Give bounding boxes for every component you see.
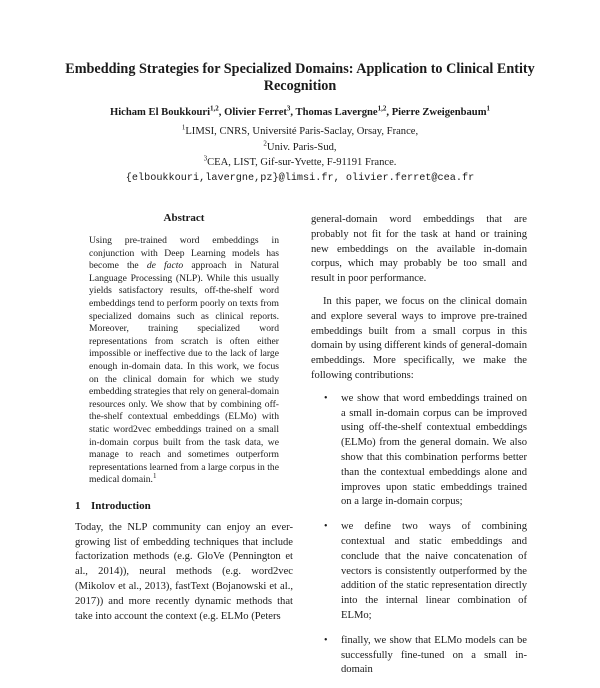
author-name: Pierre Zweigenbaum [391,107,487,118]
bullet-icon: • [324,634,328,646]
affiliation-mark: 3 [203,154,208,163]
affiliations [40,124,560,186]
author-name: Thomas Lavergne [295,107,378,118]
list-item [311,520,527,624]
author-list: Hicham El Boukkouri$^{1,2}$, Olivier Ferret$^3$, Thomas Lavergne$^{1,2}$, Pierre Zweigenbaum$^1$ [109,104,491,118]
author-affiliation-mark: 3 [286,104,291,113]
abstract-text [89,235,279,487]
affiliation-text: LIMSI, CNRS, Université Paris-Saclay, Orsay, France, [185,126,419,137]
list-item-text: finally, we show that ELMo models can be successfully fine-tuned on a small in-domain [341,634,527,676]
author-affiliation-mark: 1 [486,104,491,113]
affiliation-mark: 2 [263,138,267,147]
author-affiliation-mark: 1,2 [377,104,387,113]
affiliation-line [40,140,560,156]
bullet-icon: • [324,521,328,533]
abstract-emphasis: de facto [146,260,184,272]
footnote-mark: 1 [152,472,157,481]
affiliation-text: Univ. Paris-Sud, [266,141,337,153]
continued-paragraph: general-domain word embeddings that are probably not fit for the task at hand or training new embeddings on the available in-domain corpus, which may probably be too small and result in poor performance. [311,214,527,285]
affiliation-mark: 1 [181,123,186,132]
author-name: Olivier Ferret [224,107,287,118]
list-item [311,634,527,678]
affiliation-text: CEA, LIST, Gif-sur-Yvette, F-91191 France. [207,157,397,168]
paper-title: Embedding Strategies for Specialized Domains: Application to Clinical Entity Recognition [65,61,535,94]
abstract-part: approach in Natural Language Processing (NLP). While this usually yields satisfactory results, off-the-shelf word embeddings tend to perform poorly on texts from specialized domains such as clinical reports. Moreover, training specialized word representations from scratch is often either impossible or ineffective due to the lack of large enough in-domain data. In this work, we focus on the clinical domain for which we study embedding strategies that rely on general-domain resources only. We show that by combining off-the-shelf contextual embeddings (ELMo) with static word2vec embeddings trained on a small in-domain corpus built from the task data, we manage to reach and sometimes outperform representations learned from a large corpus in the medical domain. [89,260,279,486]
section-number: 1 [75,499,81,512]
contribution-list [311,392,527,678]
abstract-heading: Abstract [163,212,205,224]
author-name: Hicham El Boukkouri [109,107,211,118]
list-item-text: we define two ways of combining contextual and static embeddings and conclude that the naive concatenation of vectors is consistently outperformed by the addition of the static representation directly into the internal linear combination of ELMo; [341,521,527,621]
list-item-text: we show that word embeddings trained on a small in-domain corpus can be improved using off-the-shelf contextual embeddings (ELMo) from the general domain. We also show that this combination performs better than the contextual embeddings alone and improves upon static embeddings trained on a large in-domain corpus; [341,392,527,508]
intro-paragraph: Today, the NLP community can enjoy an ever-growing list of embedding techniques that include factorization methods (e.g. GloVe (Pennington et al., 2014)), neural methods (e.g. word2vec (Mikolov et al., 2013), fastText (Bojanowski et al., 2017)) and more recently dynamic methods that take into account the context (e.g. ELMo (Peters [75,521,293,622]
affiliation-line [40,124,560,140]
affiliation-line [40,155,560,171]
section-title: Introduction [91,499,151,512]
section-heading-introduction [75,499,293,513]
list-item [311,392,527,510]
paper-focus-paragraph: In this paper, we focus on the clinical domain and explore several ways to improve pre-trained embeddings built from a small corpus in this domain by using different kinds of general-domain embeddings. More specifically, we make the following contributions: [311,295,527,381]
abstract-part: Using pre-trained word embeddings in conjunction with Deep Learning models has become the [89,235,279,272]
author-affiliation-mark: 1,2 [210,104,219,113]
bullet-icon: • [324,392,328,404]
right-column [311,213,527,688]
left-column [75,211,293,624]
author-emails: {elboukkouri,lavergne,pz}@limsi.fr, olivier.ferret@cea.fr [125,172,475,184]
